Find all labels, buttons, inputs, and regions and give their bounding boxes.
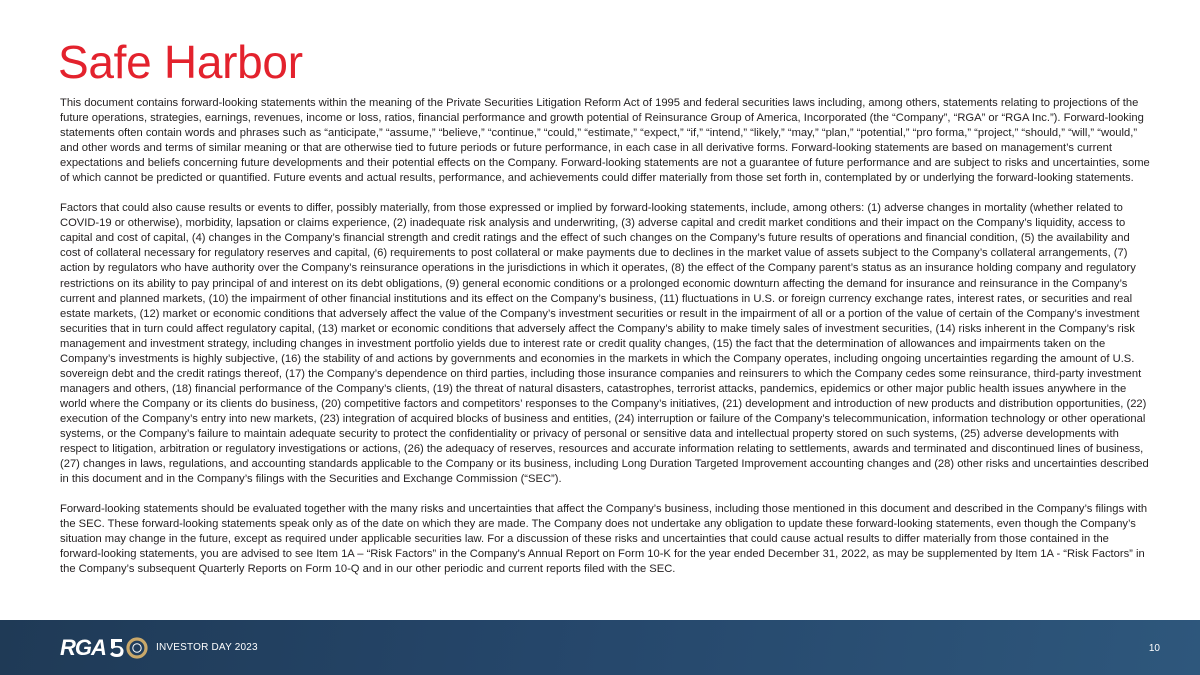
footer-bar bbox=[0, 620, 1200, 675]
paragraph-evaluation: Forward-looking statements should be evaluated together with the many risks and uncertainties that affect the Company’s business, including those mentioned in this document and described in the Company’s filings with the SEC. These forward-looking statements speak only as of the date on which they are made. The Company does not undertake any obligation to update these forward-looking statements, even though the Company’s situation may change in the future, except as required under applicable securities law. For a discussion of these risks and uncertainties that could cause actual results to differ materially from those contained in the forward-looking statements, you are advised to see Item 1A – “Risk Factors” in the Company's Annual Report on Form 10-K for the year ended December 31, 2022, as may be supplemented by Item 1A - “Risk Factors” in the Company’s subsequent Quarterly Reports on Form 10-Q and in our other periodic and current reports filed with the SEC. bbox=[60, 503, 1148, 576]
paragraph-risk-factors: Factors that could also cause results or events to differ, possibly materially, from those expressed or implied by forward-looking statements, include, among others: (1) adverse changes in mortality (whether related to COVID-19 or otherwise), morbidity, lapsation or claims experience, (2) inadequate risk analysis and underwriting, (3) adverse capital and credit market conditions and their impact on the Company’s liquidity, access to capital and cost of capital, (4) changes in the Company’s financial strength and credit ratings and the effect of such changes on the Company’s future results of operations and financial condition, (5) the availability and cost of collateral necessary for regulatory reserves and capital, (6) requirements to post collateral or make payments due to declines in the market value of assets subject to the Company’s collateral arrangements, (7) action by regulators who have authority over the Company’s reinsurance operations in the jurisdictions in which it operates, (8) the effect of the Company parent’s status as an insurance holding company and regulatory restrictions on its ability to pay principal of and interest on its debt obligations, (9) general economic conditions or a prolonged economic downturn affecting the demand for insurance and reinsurance in the Company’s current and planned markets, (10) the impairment of other financial institutions and its effect on the Company’s business, (11) fluctuations in U.S. or foreign currency exchange rates, interest rates, or securities and real estate markets, (12) market or economic conditions that adversely affect the value of the Company’s investment securities or result in the impairment of all or a portion of the value of certain of the Company’s investment securities that in turn could affect regulatory capital, (13) market or economic conditions that adversely affect the Company’s ability to make timely sales of investment securities, (14) risks inherent in the Company’s risk management and investment strategy, including changes in investment portfolio yields due to interest rate or credit quality changes, (15) the fact that the determination of allowances and impairments taken on the Company’s investments is highly subjective, (16) the stability of and actions by governments and economies in the markets in which the Company operates, including ongoing uncertainties regarding the amount of U.S. sovereign debt and the credit ratings thereof, (17) the Company’s dependence on third parties, including those insurance companies and reinsurers to which the Company cedes some reinsurance, third-party investment managers and others, (18) financial performance of the Company’s clients, (19) the threat of natural disasters, catastrophes, terrorist attacks, pandemics, epidemics or other major public health issues anywhere in the world where the Company or its clients do business, (20) competitive factors and competitors’ responses to the Company’s initiatives, (21) development and introduction of new products and distribution opportunities, (22) execution of the Company’s entry into new markets, (23) integration of acquired blocks of business and entities, (24) interruption or failure of the Company’s telecommunication, information technology or other operational systems, or the Company’s failure to maintain adequate security to protect the confidentiality or privacy of personal or sensitive data and intellectual property stored on such systems, (25) adverse developments with respect to litigation, arbitration or regulatory investigations or actions, (26) the adequacy of reserves, resources and accurate information relating to settlements, awards and terminated and discontinued lines of business, (27) changes in laws, regulations, and accounting standards applicable to the Company or its business, including Long Duration Targeted Improvement accounting changes and (28) other risks and uncertainties described in this document and in the Company’s filings with the Securities and Exchange Commission (“SEC”). bbox=[60, 202, 1149, 486]
paragraph-forward-looking: This document contains forward-looking statements within the meaning of the Private Securities Litigation Reform Act of 1995 and federal securities laws including, among others, statements relating to projections of the future operations, strategies, earnings, revenues, income or loss, ratios, financial performance and growth potential of Reinsurance Group of America, Incorporated (the “Company”, “RGA” or “RGA Inc.”). Forward-looking statements often contain words and phrases such as “anticipate,” “assume,” “believe,” “continue,” “could,” “estimate,” “expect,” “if,” “intend,” “likely,” “may,” “plan,” “potential,” “pro forma,” “project,” “should,” “will,” “would,” and other words and terms of similar meaning or that are otherwise tied to future periods or future performance, in each case in all derivative forms. Forward-looking statements are based on management’s current expectations and beliefs concerning future developments and their potential effects on the Company. Forward-looking statements are not a guarantee of future performance and are subject to risks and uncertainties, some of which cannot be predicted or quantified. Future events and actual results, performance, and achievements could differ materially from those set forth in, contemplated by or underlying the forward-looking statements. bbox=[60, 97, 1150, 185]
slide-title: Safe Harbor bbox=[58, 36, 303, 88]
rga-logo-text: RGA bbox=[60, 635, 106, 660]
anniversary-50-mark bbox=[108, 636, 154, 660]
rga-50-logo bbox=[60, 636, 154, 660]
safe-harbor-body bbox=[60, 96, 1150, 592]
event-label: INVESTOR DAY 2023 bbox=[156, 642, 258, 653]
page-number: 10 bbox=[1148, 643, 1160, 654]
